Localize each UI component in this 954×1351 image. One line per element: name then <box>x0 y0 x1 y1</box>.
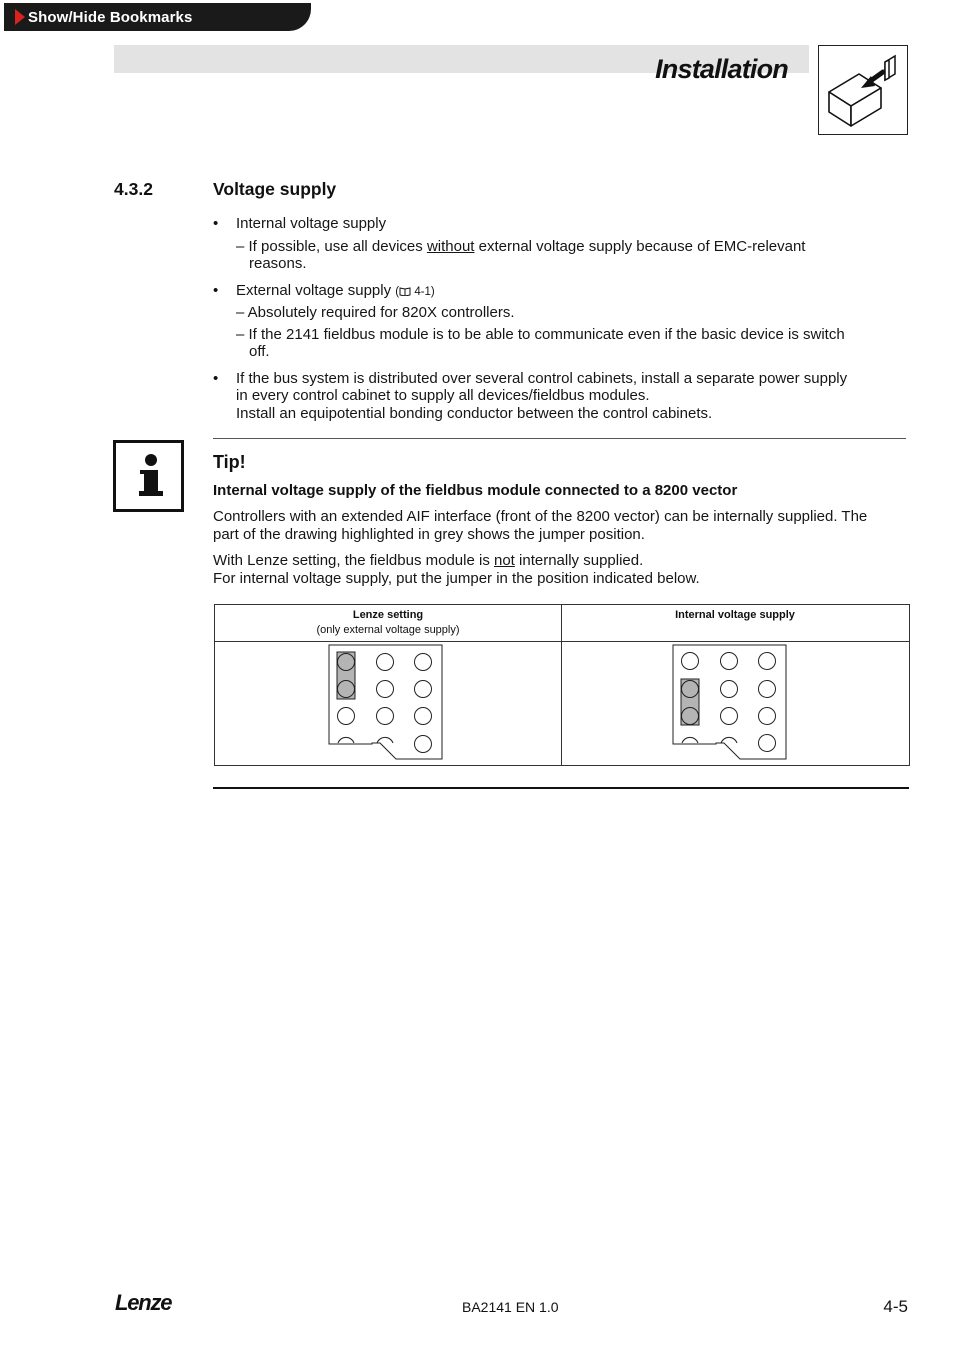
tip-paragraph <box>213 552 643 570</box>
page-number: 4-5 <box>883 1297 908 1316</box>
sub-item-text: – If possible, use all devices <box>236 238 427 255</box>
underlined-word: not <box>494 552 515 569</box>
bullet-text: Internal voltage supply <box>236 215 387 232</box>
bullet-dot: • <box>213 370 219 387</box>
bullet-text: External voltage supply <box>236 282 392 299</box>
header-subtitle: (only external voltage supply) <box>316 624 460 636</box>
table-divider <box>214 641 910 642</box>
tip-title: Tip! <box>213 452 246 472</box>
bullet-text: in every control cabinet to supply all devices/fieldbus modules. <box>236 387 650 404</box>
bullet-item <box>236 282 435 302</box>
section-number: 4.3.2 <box>114 179 153 199</box>
bullet-text: If the bus system is distributed over several control cabinets, install a separate power supply <box>236 370 848 387</box>
header-title: Lenze setting <box>352 609 424 621</box>
sub-item <box>236 238 805 256</box>
tip-paragraph: For internal voltage supply, put the jumper in the position indicated below. <box>213 570 700 587</box>
show-hide-bookmarks-button[interactable] <box>4 3 311 31</box>
info-icon <box>113 440 184 512</box>
sub-item-continuation: reasons. <box>249 255 307 272</box>
tip-text: With Lenze setting, the fieldbus module is <box>213 552 494 569</box>
sub-item: – If the 2141 fieldbus module is to be able to communicate even if the basic device is switch <box>236 326 845 343</box>
sub-item: – Absolutely required for 820X controllers. <box>236 304 515 321</box>
table-divider <box>561 604 562 766</box>
table-header-lenze-setting <box>215 608 561 638</box>
tip-subtitle: Internal voltage supply of the fieldbus module connected to a 8200 vector <box>213 482 738 499</box>
bookmark-tab-label: Show/Hide Bookmarks <box>28 8 193 26</box>
triangle-right-icon <box>15 9 25 25</box>
tip-paragraph: Controllers with an extended AIF interface (front of the 8200 vector) can be internally supplied. The <box>213 508 868 525</box>
tip-paragraph: part of the drawing highlighted in grey shows the jumper position. <box>213 526 645 543</box>
underlined-word: without <box>426 238 475 255</box>
bullet-dot: • <box>213 282 219 299</box>
section-title: Voltage supply <box>213 179 337 199</box>
module-insert-icon <box>818 45 908 135</box>
sub-item-continuation: off. <box>249 343 270 360</box>
chapter-title: Installation <box>655 54 788 84</box>
bullet-dot: • <box>213 215 219 232</box>
document-id: BA2141 EN 1.0 <box>462 1299 559 1315</box>
bullet-text: Install an equipotential bonding conductor between the control cabinets. <box>236 405 713 422</box>
table-header-internal-supply: Internal voltage supply <box>675 609 795 621</box>
page-reference[interactable]: ( 4-1) <box>395 286 435 298</box>
lenze-logo: Lenze <box>115 1290 172 1315</box>
divider <box>213 787 909 789</box>
divider <box>213 438 906 439</box>
sub-item-text: external voltage supply because of EMC-relevant <box>474 238 806 255</box>
reference-text: 4-1) <box>414 286 435 298</box>
book-icon <box>399 287 411 296</box>
jumper-diagram-lenze-setting <box>328 644 446 767</box>
tip-text: internally supplied. <box>514 552 644 569</box>
jumper-diagram-internal-supply <box>672 644 790 767</box>
